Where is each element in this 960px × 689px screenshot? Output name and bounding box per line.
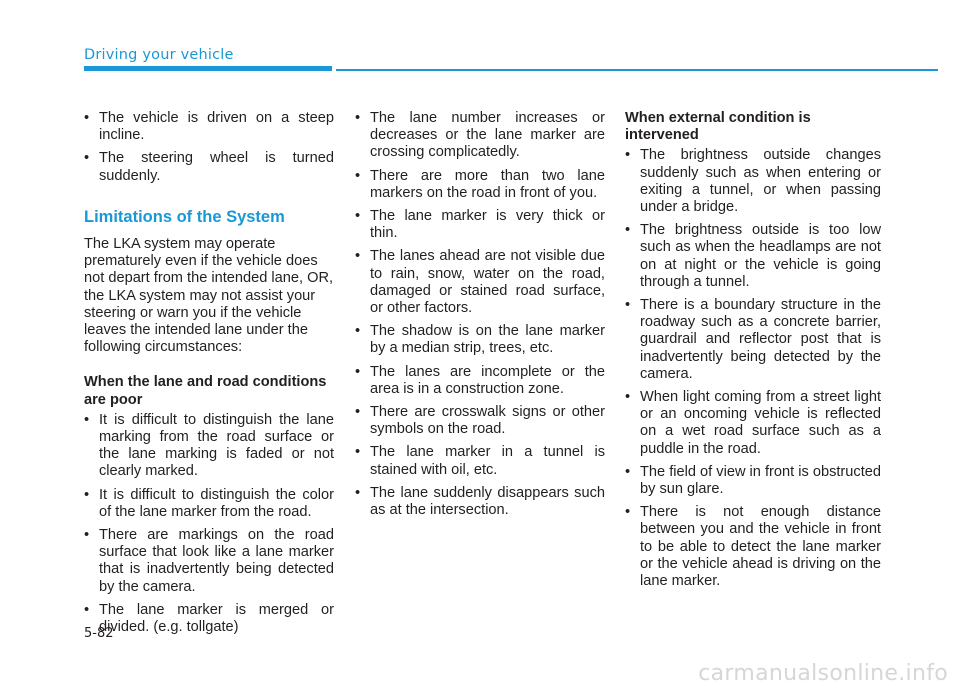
list-item: • There are markings on the road surface that look like a lane marker that is inadvertently being detected by the camera. (84, 527, 334, 596)
limitations-heading: Limitations of the System (84, 207, 285, 226)
list-item: • The steering wheel is turned suddenly. (84, 150, 334, 184)
list-item: • There are more than two lane markers on the road in front of you. (355, 168, 605, 202)
list-item: • There are crosswalk signs or other symbols on the road. (355, 404, 605, 438)
header-rule (336, 69, 938, 71)
column-2 (355, 110, 605, 525)
list-item: • The vehicle is driven on a steep incline. (84, 110, 334, 144)
header-rule-accent (84, 66, 332, 71)
list-item: • The lane marker is merged or divided. (e.g. tollgate) (84, 602, 334, 636)
list-item: • The brightness outside changes suddenly such as when entering or exiting a tunnel, or when passing under a bridge. (625, 147, 881, 216)
list-item: • There is a boundary structure in the roadway such as a concrete barrier, guardrail and reflector post that is inadvertently being detected by the camera. (625, 297, 881, 383)
column-1 (84, 110, 334, 642)
list-item: • The brightness outside is too low such as when the headlamps are not on at night or the vehicle is going through a tunnel. (625, 222, 881, 291)
watermark: carmanualsonline.info (698, 661, 948, 686)
external-condition-subheading: When external condition is intervened (625, 110, 811, 144)
limitations-paragraph: The LKA system may operate prematurely even if the vehicle does not depart from the intended lane, OR, the LKA system may not assist your steering or warn you if the vehicle leaves the intended lane under the following circumstances: (84, 236, 334, 356)
bullet-list-external (625, 147, 881, 590)
list-item: • The lane marker is very thick or thin. (355, 208, 605, 242)
poor-conditions-subheading: When the lane and road conditions are poor (84, 374, 327, 408)
list-item: • It is difficult to distinguish the lane marking from the road surface or the lane marking is faded or not clearly marked. (84, 412, 334, 481)
list-item: • The lane marker in a tunnel is stained with oil, etc. (355, 444, 605, 478)
bullet-list-lane-markers (355, 110, 605, 519)
list-item: • The shadow is on the lane marker by a median strip, trees, etc. (355, 323, 605, 357)
column-3 (625, 110, 881, 596)
list-item: • There is not enough distance between you and the vehicle in front to be able to detect the lane marker or the vehicle ahead is driving on the lane marker. (625, 504, 881, 590)
list-item: • The field of view in front is obstructed by sun glare. (625, 464, 881, 498)
list-item: • It is difficult to distinguish the color of the lane marker from the road. (84, 487, 334, 521)
list-item: • The lanes are incomplete or the area is in a construction zone. (355, 364, 605, 398)
list-item: • The lane number increases or decreases or the lane marker are crossing complicatedly. (355, 110, 605, 162)
section-header-title: Driving your vehicle (84, 47, 234, 63)
list-item: • The lane suddenly disappears such as at the intersection. (355, 485, 605, 519)
list-item: • The lanes ahead are not visible due to rain, snow, water on the road, damaged or stained road surface, or other factors. (355, 248, 605, 317)
bullet-list-top (84, 110, 334, 185)
list-item: • When light coming from a street light or an oncoming vehicle is reflected on a wet road surface such as a puddle in the road. (625, 389, 881, 458)
bullet-list-poor-conditions (84, 412, 334, 636)
page-number: 5-82 (84, 626, 114, 641)
